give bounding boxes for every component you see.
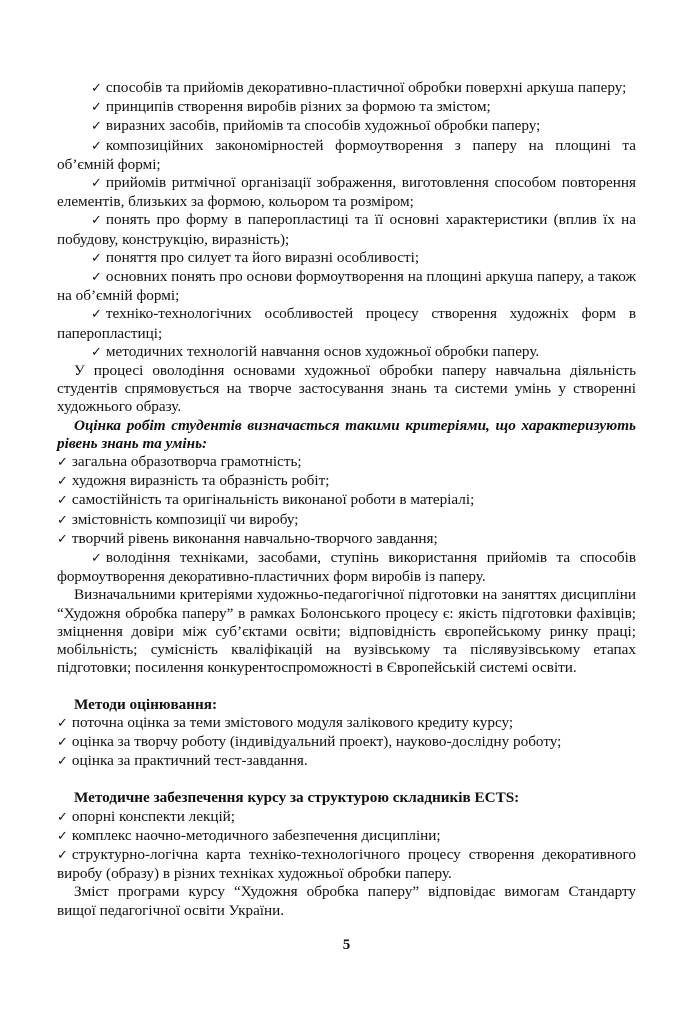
list-item-text: оцінка за практичний тест-завдання. <box>71 752 308 770</box>
check-icon: ✓ <box>91 344 102 360</box>
list-item <box>57 846 636 883</box>
list-item <box>57 827 636 846</box>
check-icon: ✓ <box>57 809 68 825</box>
check-icon: ✓ <box>91 213 102 229</box>
list-item <box>57 305 636 342</box>
check-icon: ✓ <box>91 250 102 266</box>
spacer <box>57 678 636 696</box>
check-icon: ✓ <box>57 734 68 750</box>
check-icon: ✓ <box>57 455 68 471</box>
list-item <box>57 137 636 174</box>
list-item <box>57 549 636 586</box>
list-item-text: поняття про силует та його виразні особливості; <box>105 248 420 266</box>
criteria-heading: Оцінка робіт студентів визначається такими критеріями, що характеризують рівень знань та умінь: <box>57 416 636 452</box>
check-icon: ✓ <box>91 270 102 286</box>
spacer <box>57 771 636 789</box>
list-item <box>57 117 636 136</box>
check-icon: ✓ <box>91 81 102 96</box>
list-item-text: загальна образотворча грамотність; <box>71 453 302 471</box>
methods-list <box>57 714 636 772</box>
list-item-text: художня виразність та образність робіт; <box>71 472 330 490</box>
list-item <box>57 79 636 98</box>
list-item-text: понять про форму в паперопластиці та її основні характеристики (вплив їх на побудову, конструкцію, виразність); <box>57 211 636 248</box>
list-item <box>57 249 636 268</box>
list-item-text: володіння техніками, засобами, ступінь використання прийомів та способів формоутворення декоративно-пластичних форм виробів із паперу. <box>57 549 636 586</box>
list-item-text: комплекс наочно-методичного забезпечення дисципліни; <box>71 826 441 844</box>
list-item <box>57 530 636 549</box>
list-item-text: опорні конспекти лекцій; <box>71 807 236 825</box>
knowledge-list <box>57 79 636 362</box>
list-item <box>57 808 636 827</box>
support-heading: Методичне забезпечення курсу за структурою складників ECTS: <box>74 789 520 807</box>
list-item <box>57 211 636 248</box>
check-icon: ✓ <box>57 531 68 547</box>
check-icon: ✓ <box>57 493 68 509</box>
methods-heading: Методи оцінювання: <box>74 695 218 713</box>
list-item-text: поточна оцінка за теми змістового модуля залікового кредиту курсу; <box>71 713 514 731</box>
check-icon: ✓ <box>91 307 102 323</box>
check-icon: ✓ <box>91 119 102 135</box>
list-item <box>57 714 636 733</box>
list-item <box>57 268 636 305</box>
page-number: 5 <box>342 937 351 953</box>
list-item <box>57 491 636 510</box>
criteria-list <box>57 453 636 586</box>
list-item <box>57 343 636 362</box>
list-item-text: змістовність композиції чи виробу; <box>71 510 299 528</box>
list-item <box>57 733 636 752</box>
paragraph: Визначальними критеріями художньо-педагогічної підготовки на заняттях дисципліни “Художня обробка паперу” в рамках Болонського процесу є: якість підготовки фахівців; зміцнення довіри між суб’єктами освіти; відповідність європейському ринку праці; мобільність; сумісність кваліфікацій на вузівському та післявузівському етапах підготовки; посилення конкурентоспроможності в Європейській системі освіти. <box>57 586 636 677</box>
check-icon: ✓ <box>57 715 68 731</box>
list-item-text: принципів створення виробів різних за формою та змістом; <box>105 98 491 116</box>
list-item-text: оцінка за творчу роботу (індивідуальний проект), науково-дослідну роботу; <box>71 732 562 750</box>
paragraph: У процесі оволодіння основами художньої обробки паперу навчальна діяльність студентів спрямовується на творче застосування знань та системи умінь у створенні художнього образу. <box>57 362 636 416</box>
list-item <box>57 98 636 117</box>
list-item-text: основних понять про основи формоутворення на площині аркуша паперу, а також на об’ємній формі; <box>57 268 636 305</box>
list-item <box>57 453 636 472</box>
check-icon: ✓ <box>57 754 68 770</box>
list-item <box>57 752 636 771</box>
list-item-text: прийомів ритмічної організації зображення, виготовлення способом повторення елементів, близьких за формою, кольором та розміром; <box>57 174 636 211</box>
list-item-text: способів та прийомів декоративно-пластичної обробки поверхні аркуша паперу; <box>105 79 627 96</box>
check-icon: ✓ <box>57 828 68 844</box>
check-icon: ✓ <box>91 138 102 154</box>
check-icon: ✓ <box>91 100 102 116</box>
list-item-text: структурно-логічна карта техніко-технологічного процесу створення декоративного виробу (образу) в різних техніках художньої обробки паперу. <box>57 845 636 883</box>
list-item-text: самостійність та оригінальність виконаної роботи в матеріалі; <box>71 491 475 509</box>
support-list <box>57 808 636 884</box>
list-item-text: виразних засобів, прийомів та способів художньої обробки паперу; <box>105 117 541 135</box>
list-item <box>57 174 636 211</box>
list-item <box>57 472 636 491</box>
paragraph: Зміст програми курсу “Художня обробка паперу” відповідає вимогам Стандарту вищої педагогічної освіти України. <box>57 883 636 919</box>
list-item <box>57 511 636 530</box>
list-item-text: методичних технологій навчання основ художньої обробки паперу. <box>105 342 540 360</box>
check-icon: ✓ <box>91 176 102 192</box>
check-icon: ✓ <box>91 551 102 567</box>
check-icon: ✓ <box>57 847 68 863</box>
list-item-text: техніко-технологічних особливостей процесу створення художніх форм в паперопластиці; <box>57 305 636 342</box>
check-icon: ✓ <box>57 512 68 528</box>
check-icon: ✓ <box>57 474 68 490</box>
list-item-text: творчий рівень виконання навчально-творчого завдання; <box>71 529 438 547</box>
list-item-text: композиційних закономірностей формоутворення з паперу на площині та об’ємній формі; <box>57 136 636 173</box>
